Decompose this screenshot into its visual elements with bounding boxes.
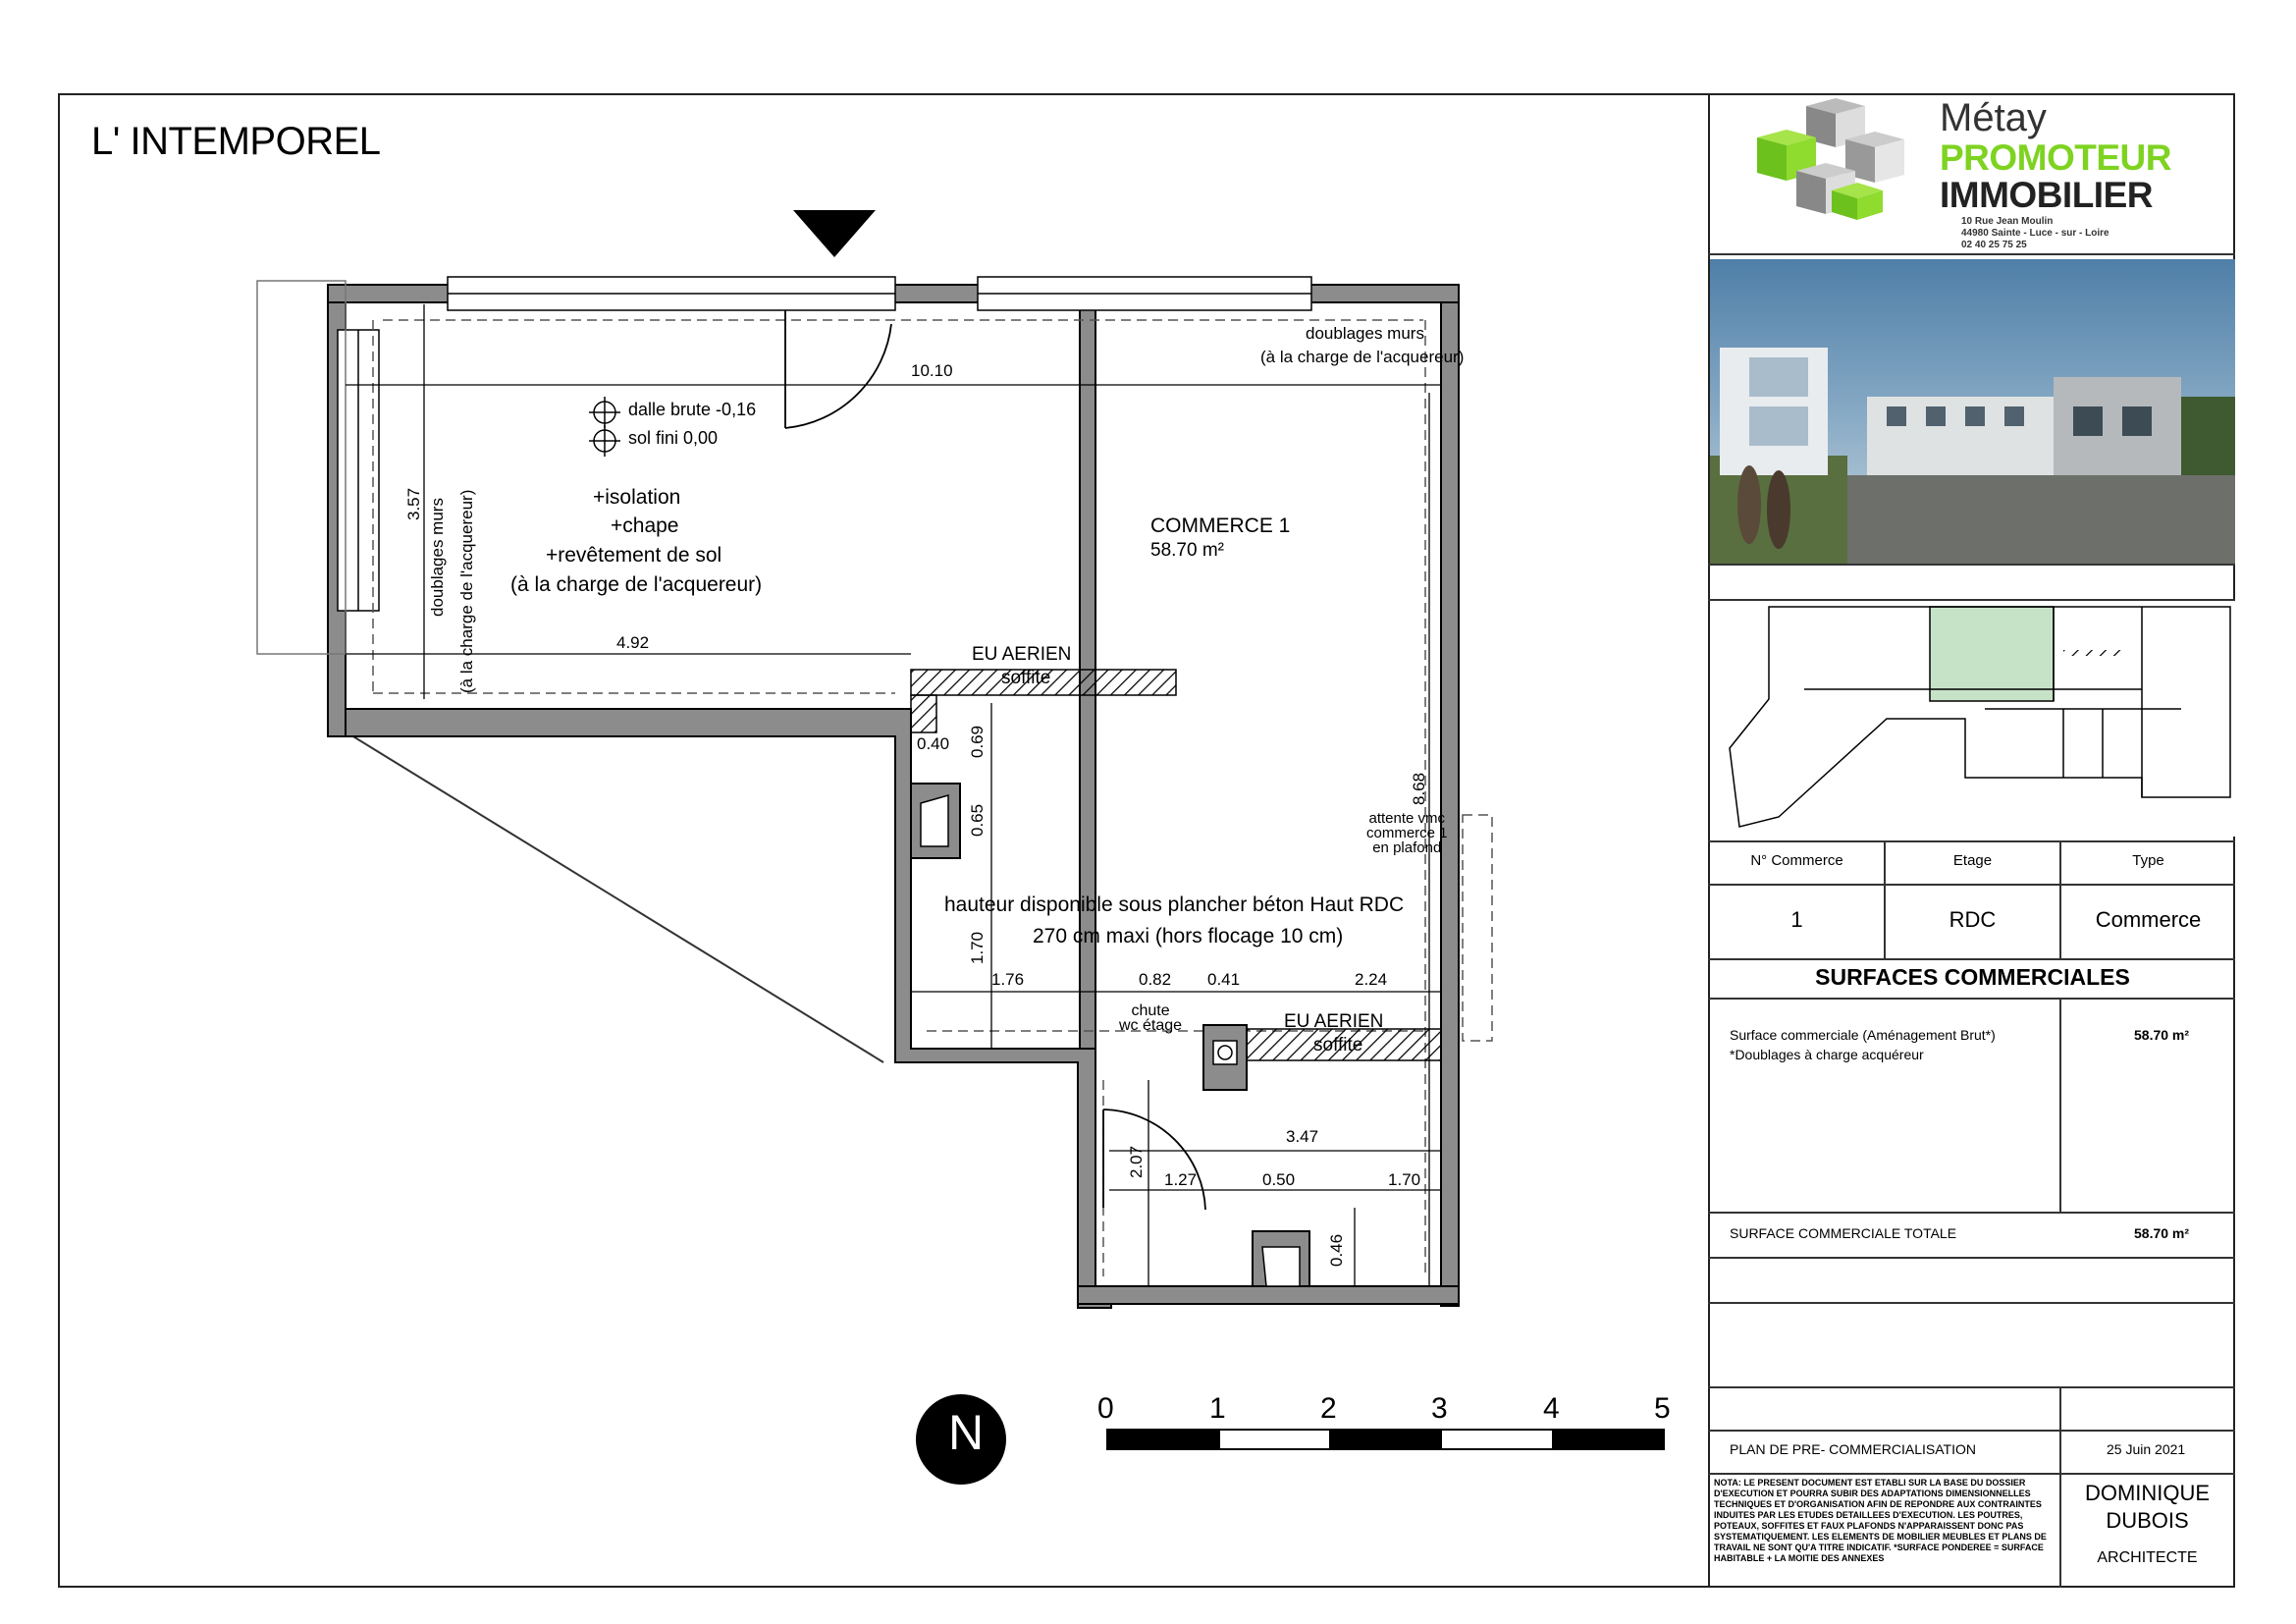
building-render-image <box>1710 259 2235 564</box>
dim-0-82: 0.82 <box>1139 970 1172 989</box>
scale-4: 4 <box>1543 1392 1560 1425</box>
rule-8 <box>1708 1212 2235 1214</box>
eu-aerien-2: EU AERIEN <box>1284 1011 1384 1032</box>
dimension-lines <box>346 304 1441 1286</box>
height-note-2: 270 cm maxi (hors flocage 10 cm) <box>1033 925 1344 947</box>
rule-1 <box>1708 253 2235 255</box>
dim-4-92: 4.92 <box>616 633 650 652</box>
dim-2-24: 2.24 <box>1355 970 1388 989</box>
finish-line-4: (à la charge de l'acquereur) <box>510 573 763 596</box>
vrule-3 <box>2059 998 2061 1212</box>
level-label-1: dalle brute -0,16 <box>628 400 757 419</box>
surface-label-1: Surface commerciale (Aménagement Brut*) <box>1730 1027 1996 1043</box>
rule-9 <box>1708 1257 2235 1259</box>
room-name: COMMERCE 1 <box>1150 514 1291 537</box>
finish-line-1: +isolation <box>593 486 681 509</box>
dim-8-68: 8.68 <box>1410 772 1428 805</box>
chute-note <box>1119 1003 1182 1033</box>
row-etage: RDC <box>1949 907 1997 932</box>
site-boundary-line <box>344 731 883 1062</box>
surfaces-title: SURFACES COMMERCIALES <box>1815 964 2130 990</box>
rule-4 <box>1708 840 2235 842</box>
architect-first-name: DOMINIQUE <box>2084 1481 2211 1505</box>
project-title: L' INTEMPOREL <box>91 120 381 163</box>
brand-address-1: 10 Rue Jean Moulin <box>1961 216 2054 227</box>
vmc-line-2: commerce 1 <box>1366 825 1448 841</box>
doc-type: PLAN DE PRE- COMMERCIALISATION <box>1730 1441 1977 1457</box>
soffite-post-1 <box>911 695 936 732</box>
scale-bar <box>1107 1430 1664 1449</box>
brand-line-3: IMMOBILIER <box>1940 175 2153 215</box>
window-left <box>257 281 379 654</box>
dim-0-40: 0.40 <box>917 734 950 753</box>
doc-date: 25 Juin 2021 <box>2107 1441 2186 1457</box>
room-area: 58.70 m² <box>1150 540 1224 561</box>
soffite-1: soffite <box>1001 668 1051 688</box>
dim-3-47: 3.47 <box>1286 1127 1319 1146</box>
height-note-1: hauteur disponible sous plancher béton Haut RDC <box>944 893 1405 916</box>
scale-3: 3 <box>1431 1392 1448 1425</box>
dim-0-69: 0.69 <box>968 725 987 758</box>
vmc-line-3: en plafond <box>1372 839 1442 856</box>
row-commerce: 1 <box>1790 907 1803 932</box>
vmc-box <box>1463 815 1492 1041</box>
door-swing <box>785 310 1205 1210</box>
vmc-note <box>1366 811 1448 855</box>
entrance-marker <box>793 210 876 257</box>
dim-1-76: 1.76 <box>991 970 1025 989</box>
soffite-2: soffite <box>1313 1035 1363 1056</box>
header-commerce: N° Commerce <box>1750 852 1843 869</box>
lining-left-1: doublages murs <box>428 498 447 617</box>
rule-12 <box>1708 1430 2235 1432</box>
lining-top-2: (à la charge de l'acquereur) <box>1260 348 1465 366</box>
vmc-line-1: attente vmc <box>1368 810 1446 827</box>
exterior-walls <box>328 277 1459 1308</box>
dim-0-65: 0.65 <box>968 803 987 837</box>
total-label: SURFACE COMMERCIALE TOTALE <box>1730 1225 1957 1241</box>
surface-label-2: *Doublages à charge acquéreur <box>1730 1047 1924 1062</box>
dim-10-10: 10.10 <box>911 361 953 380</box>
header-etage: Etage <box>1952 852 1993 869</box>
architect-last-name: DUBOIS <box>2106 1508 2189 1533</box>
chute-line-2: wc étage <box>1119 1017 1183 1034</box>
logo-mark <box>1737 98 1934 226</box>
dim-0-46: 0.46 <box>1327 1233 1346 1267</box>
dim-3-57: 3.57 <box>404 487 423 520</box>
scale-5: 5 <box>1654 1392 1671 1425</box>
scale-0: 0 <box>1097 1392 1114 1425</box>
dim-2-07: 2.07 <box>1127 1145 1146 1178</box>
level-markers <box>589 397 620 457</box>
brand-phone: 02 40 25 75 25 <box>1961 240 2027 250</box>
rule-10 <box>1708 1302 2235 1304</box>
architect-role: ARCHITECTE <box>2097 1549 2198 1566</box>
lining-top-1: doublages murs <box>1306 324 1424 343</box>
rule-7 <box>1708 998 2235 1000</box>
rule-11 <box>1708 1386 2235 1388</box>
rule-2 <box>1708 564 2235 566</box>
location-key-plan <box>1710 601 2235 837</box>
total-value: 58.70 m² <box>2134 1225 2190 1241</box>
rule-5 <box>1708 884 2235 886</box>
level-label-2: sol fini 0,00 <box>628 428 719 448</box>
header-type: Type <box>2132 852 2164 869</box>
rule-6 <box>1708 958 2235 960</box>
brand-line-2: PROMOTEUR <box>1940 137 2171 178</box>
north-label: N <box>948 1405 985 1460</box>
dim-1-27: 1.27 <box>1164 1170 1198 1189</box>
finish-line-3: +revêtement de sol <box>546 544 722 567</box>
legal-note: NOTA: LE PRESENT DOCUMENT EST ETABLI SUR LA BASE DU DOSSIER D'EXECUTION ET POURRA SUBIR DES ADAPTATIONS DIMENSIONNELLES TECHNIQUES ET D'ORGANISATION AFIN DE REPONDRE AUX CONTRAINTES INDUITES PAR LES ETUDES DETAILLEES D'EXECUTION. LES POUTRES, POTEAUX, SOFFITES ET FAUX PLAFONDS N'APPARAISSENT DONC PAS SYSTEMATIQUEMENT. LES ELEMENTS DE MOBILIER MEUBLES ET PLANS DE TRAVAIL NE SONT QU'A TITRE INDICATIF. *SURFACE PONDEREE = SURFACE HABITABLE + LA MOITIE DES ANNEXES <box>1714 1478 2047 1563</box>
finish-line-2: +chape <box>611 514 679 537</box>
rule-13 <box>1708 1473 2235 1475</box>
scale-2: 2 <box>1320 1392 1337 1425</box>
window-top-1 <box>448 277 1311 310</box>
scale-1: 1 <box>1209 1392 1226 1425</box>
dim-1-70a: 1.70 <box>968 931 987 964</box>
brand-address-2: 44980 Sainte - Luce - sur - Loire <box>1961 228 2109 239</box>
brand-line-1: Métay <box>1940 96 2047 139</box>
chute-line-1: chute <box>1131 1002 1170 1019</box>
dim-0-50: 0.50 <box>1262 1170 1296 1189</box>
surface-value: 58.70 m² <box>2134 1027 2190 1043</box>
row-type: Commerce <box>2095 907 2202 932</box>
dim-0-41: 0.41 <box>1207 970 1241 989</box>
rule-3 <box>1708 599 2235 601</box>
eu-aerien-1: EU AERIEN <box>972 644 1072 665</box>
lining-left-2: (à la charge de l'acquereur) <box>457 489 476 693</box>
dim-1-70b: 1.70 <box>1388 1170 1421 1189</box>
